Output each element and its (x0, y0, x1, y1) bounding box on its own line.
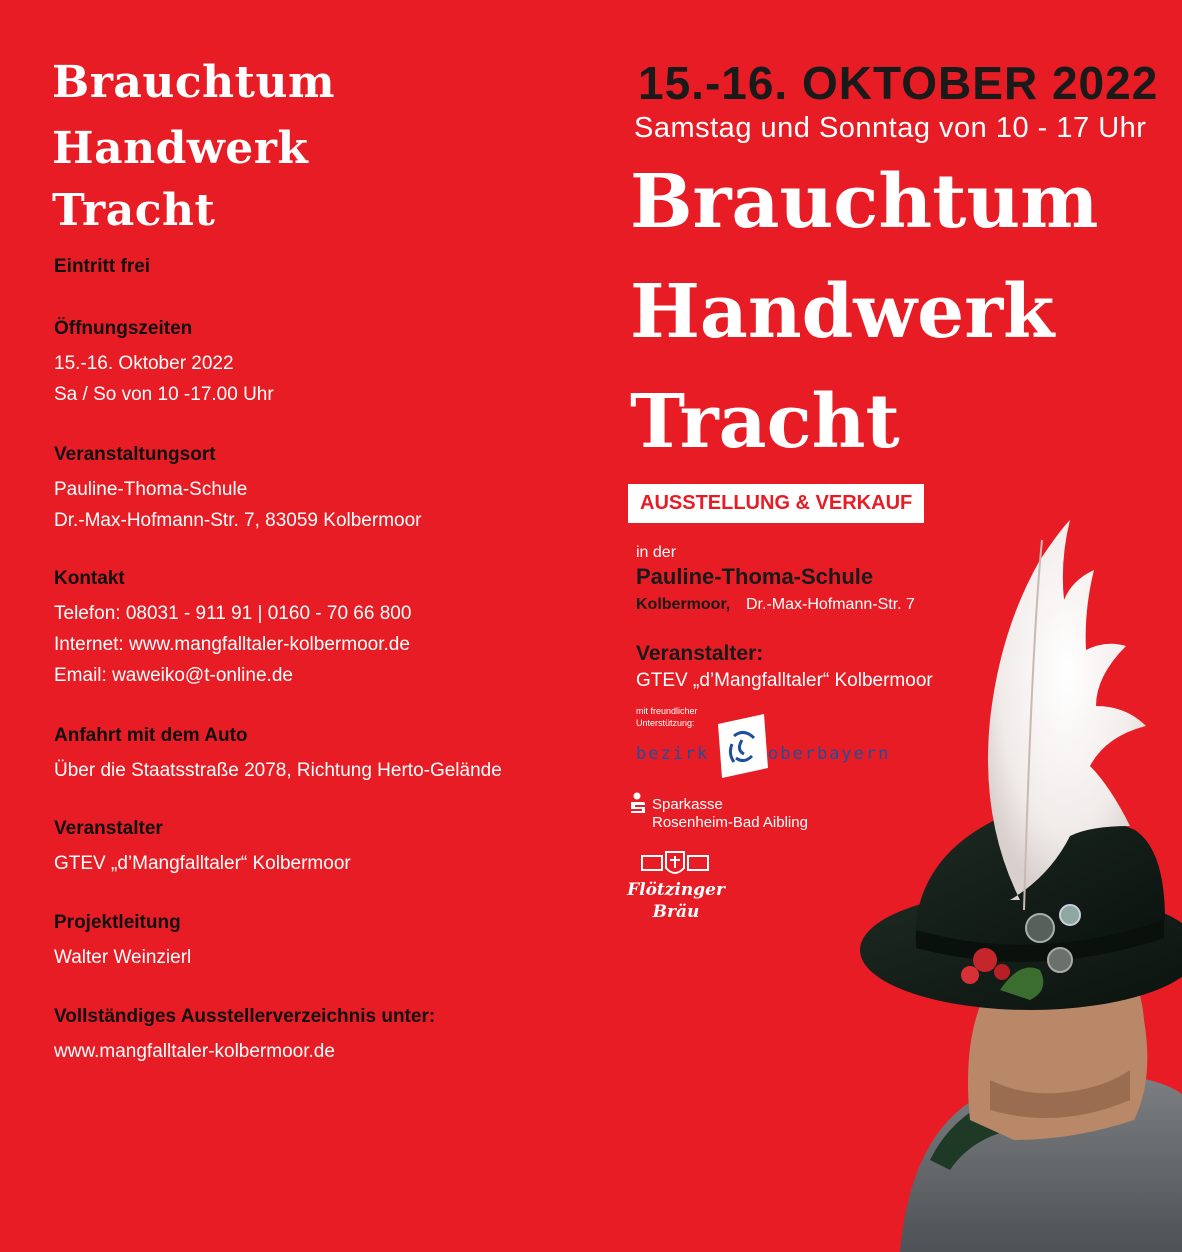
event-date: 15.-16. OKTOBER 2022 (638, 57, 1159, 109)
exhibition-badge: AUSSTELLUNG & VERKAUF (628, 484, 924, 523)
right-title-line-3: Tracht (630, 379, 900, 465)
section-exhibitors (54, 1006, 435, 1067)
section-line: Über die Staatsstraße 2078, Richtung Herto-Gelände (54, 760, 502, 781)
section-organizer (54, 818, 351, 879)
section-line: Walter Weinzierl (54, 947, 192, 968)
traditional-hat-photo (820, 520, 1182, 1252)
left-title-line-3: Tracht (52, 185, 216, 236)
section-line: Pauline-Thoma-Schule (54, 479, 248, 500)
brewery-subname: Bräu (652, 902, 700, 922)
section-directions (54, 725, 502, 786)
sparkasse-icon (628, 792, 646, 814)
section-venue (54, 444, 422, 536)
sparkasse-branch: Rosenheim-Bad Aibling (652, 814, 808, 831)
phone-line: Telefon: 08031 - 911 91 | 0160 - 70 66 800 (54, 603, 412, 624)
section-line: 15.-16. Oktober 2022 (54, 353, 234, 374)
support-line-2: Unterstützung: (636, 718, 695, 728)
section-line: GTEV „d’Mangfalltaler“ Kolbermoor (54, 853, 351, 874)
section-heading: Anfahrt mit dem Auto (54, 725, 248, 746)
event-time: Samstag und Sonntag von 10 - 17 Uhr (634, 112, 1147, 144)
section-heading: Vollständiges Ausstellerverzeichnis unter: (54, 1006, 436, 1027)
section-heading: Veranstaltungsort (54, 444, 216, 465)
brewery-crest-icon (640, 850, 710, 878)
floetzinger-logo (626, 850, 726, 926)
venue-name: Pauline-Thoma-Schule (636, 564, 874, 589)
bezirk-face-icon (712, 714, 772, 780)
email-link[interactable]: Email: waweiko@t-online.de (54, 665, 293, 686)
section-line: Sa / So von 10 -17.00 Uhr (54, 384, 274, 405)
section-heading: Veranstalter (54, 818, 163, 839)
bezirk-left-text: bezirk (636, 744, 710, 764)
exhibitors-link[interactable]: www.mangfalltaler-kolbermoor.de (54, 1041, 335, 1062)
organizer-name: GTEV „d’Mangfalltaler“ Kolbermoor (636, 670, 933, 691)
section-heading: Projektleitung (54, 912, 181, 933)
brewery-name: Flötzinger (627, 880, 725, 900)
venue-street: Dr.-Max-Hofmann-Str. 7 (746, 596, 915, 613)
sparkasse-name: Sparkasse (652, 796, 723, 813)
section-admission (54, 256, 150, 286)
left-title-line-1: Brauchtum (52, 57, 336, 108)
section-line: Dr.-Max-Hofmann-Str. 7, 83059 Kolbermoor (54, 510, 422, 531)
support-line-1: mit freundlicher (636, 706, 698, 716)
section-heading: Eintritt frei (54, 256, 151, 277)
right-title-line-1: Brauchtum (630, 159, 1099, 245)
left-panel (0, 0, 560, 1252)
bezirk-right-text: oberbayern (768, 744, 891, 764)
right-title-line-2: Handwerk (630, 269, 1055, 355)
in-der-label: in der (636, 544, 677, 561)
section-opening-hours (54, 318, 274, 410)
section-heading: Öffnungszeiten (54, 318, 193, 339)
organizer-label: Veranstalter: (636, 642, 764, 665)
section-project-lead (54, 912, 191, 973)
section-heading: Kontakt (54, 568, 125, 589)
section-contact (54, 568, 411, 691)
website-link[interactable]: Internet: www.mangfalltaler-kolbermoor.de (54, 634, 410, 655)
left-title-line-2: Handwerk (52, 123, 309, 174)
venue-city: Kolbermoor, (636, 596, 731, 613)
